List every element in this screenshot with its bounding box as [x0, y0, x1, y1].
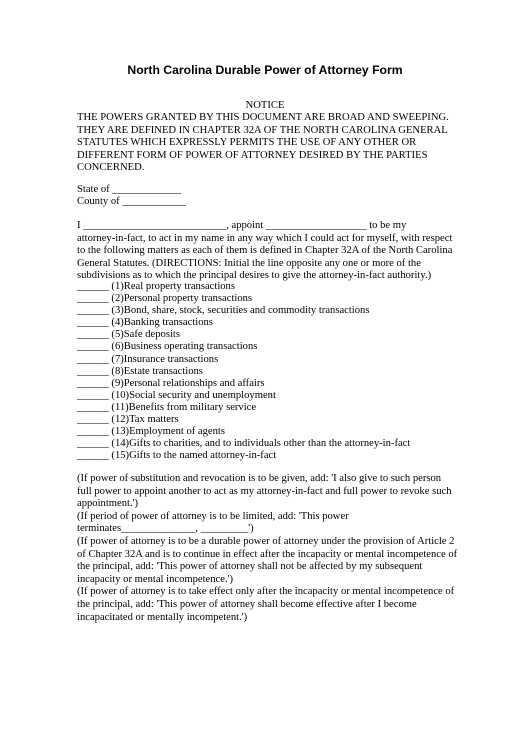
termination-date-field[interactable]: terminates______________, _________') [77, 523, 254, 535]
power-item-gifts-to-charities[interactable]: ______ (14)Gifts to charities, and to individuals other than the attorney-in-fact [77, 438, 411, 450]
notice-line: THE POWERS GRANTED BY THIS DOCUMENT ARE BROAD AND SWEEPING. [77, 112, 449, 123]
provision-line: (If power of substitution and revocation is to be given, add: 'I also give to such person [77, 473, 442, 484]
provision-line: (If power of attorney is to take effect only after the incapacity or mental incompetence of [77, 586, 455, 598]
state-field[interactable]: State of _____________ [77, 184, 182, 195]
provision-line: incapacity or mental incompetence.') [77, 573, 234, 585]
power-item-business-operating[interactable]: ______ (6)Business operating transactions [77, 341, 258, 353]
provision-line: full power to appoint another to act as my attorney-in-fact and full power to revoke such [77, 485, 452, 497]
power-item-personal-relationships[interactable]: ______ (9)Personal relationships and affairs [77, 377, 265, 389]
appointment-line: General Statutes. (DIRECTIONS: Initial the line opposite any one or more of the [77, 257, 421, 269]
power-item-securities[interactable]: ______ (3)Bond, share, stock, securities and commodity transactions [77, 305, 370, 317]
notice-line: THEY ARE DEFINED IN CHAPTER 32A OF THE NORTH CAROLINA GENERAL [77, 124, 448, 136]
optional-provisions [77, 473, 457, 624]
appointment-line[interactable]: I ___________________________, appoint ___________________ to be my [77, 220, 407, 231]
notice-line: DIFFERENT FORM OF POWER OF ATTORNEY DESIRED BY THE PARTIES [77, 149, 428, 161]
power-item-estate[interactable]: ______ (8)Estate transactions [77, 365, 203, 377]
power-item-military-benefits[interactable]: ______ (11)Benefits from military service [77, 401, 257, 413]
appointment-line: subdivisions as to which the principal desires to give the attorney-in-fact authority.) [77, 270, 432, 282]
power-item-insurance[interactable]: ______ (7)Insurance transactions [77, 353, 219, 365]
power-item-tax-matters[interactable]: ______ (12)Tax matters [77, 414, 179, 426]
powers-list [77, 281, 410, 462]
notice-heading: NOTICE [245, 100, 285, 111]
page-title: North Carolina Durable Power of Attorney Form [127, 63, 403, 77]
provision-line: (If period of power of attorney is to be limited, add: 'This power [77, 510, 349, 522]
provision-line: incapacitated or mentally incompetent.') [77, 611, 248, 623]
provision-line: of Chapter 32A and is to continue in effect after the incapacity or mental incompetence of [77, 548, 458, 560]
provision-line: (If power of attorney is to be a durable power of attorney under the provision of Article 2 [77, 535, 455, 547]
notice-line: STATUTES WHICH EXPRESSLY PERMITS THE USE OF ANY OTHER OR [77, 137, 417, 149]
appointment-paragraph [77, 220, 457, 283]
power-item-employment-of-agents[interactable]: ______ (13)Employment of agents [77, 426, 225, 438]
power-item-personal-property[interactable]: ______ (2)Personal property transactions [77, 293, 253, 305]
power-item-safe-deposits[interactable]: ______ (5)Safe deposits [77, 329, 180, 341]
notice-body [77, 112, 477, 175]
power-item-real-property[interactable]: ______ (1)Real property transactions [77, 281, 235, 292]
power-item-banking[interactable]: ______ (4)Banking transactions [77, 317, 213, 329]
appointment-line: to the following matters as each of them is defined in Chapter 32A of the North Carolina [77, 245, 453, 257]
provision-line: the principal, add: 'This power of attorney shall not be affected by my subsequent [77, 561, 423, 573]
notice-line: CONCERNED. [77, 162, 145, 174]
power-item-gifts-to-attorney[interactable]: ______ (15)Gifts to the named attorney-in-fact [77, 450, 277, 462]
power-item-social-security[interactable]: ______ (10)Social security and unemployment [77, 389, 276, 401]
appointment-line: attorney-in-fact, to act in my name in any way which I could act for myself, with respect [77, 232, 453, 244]
provision-line: appointment.') [77, 498, 139, 510]
provision-line: the principal, add: 'This power of attorney shall become effective after I become [77, 598, 417, 610]
county-field[interactable]: County of ____________ [77, 196, 186, 207]
